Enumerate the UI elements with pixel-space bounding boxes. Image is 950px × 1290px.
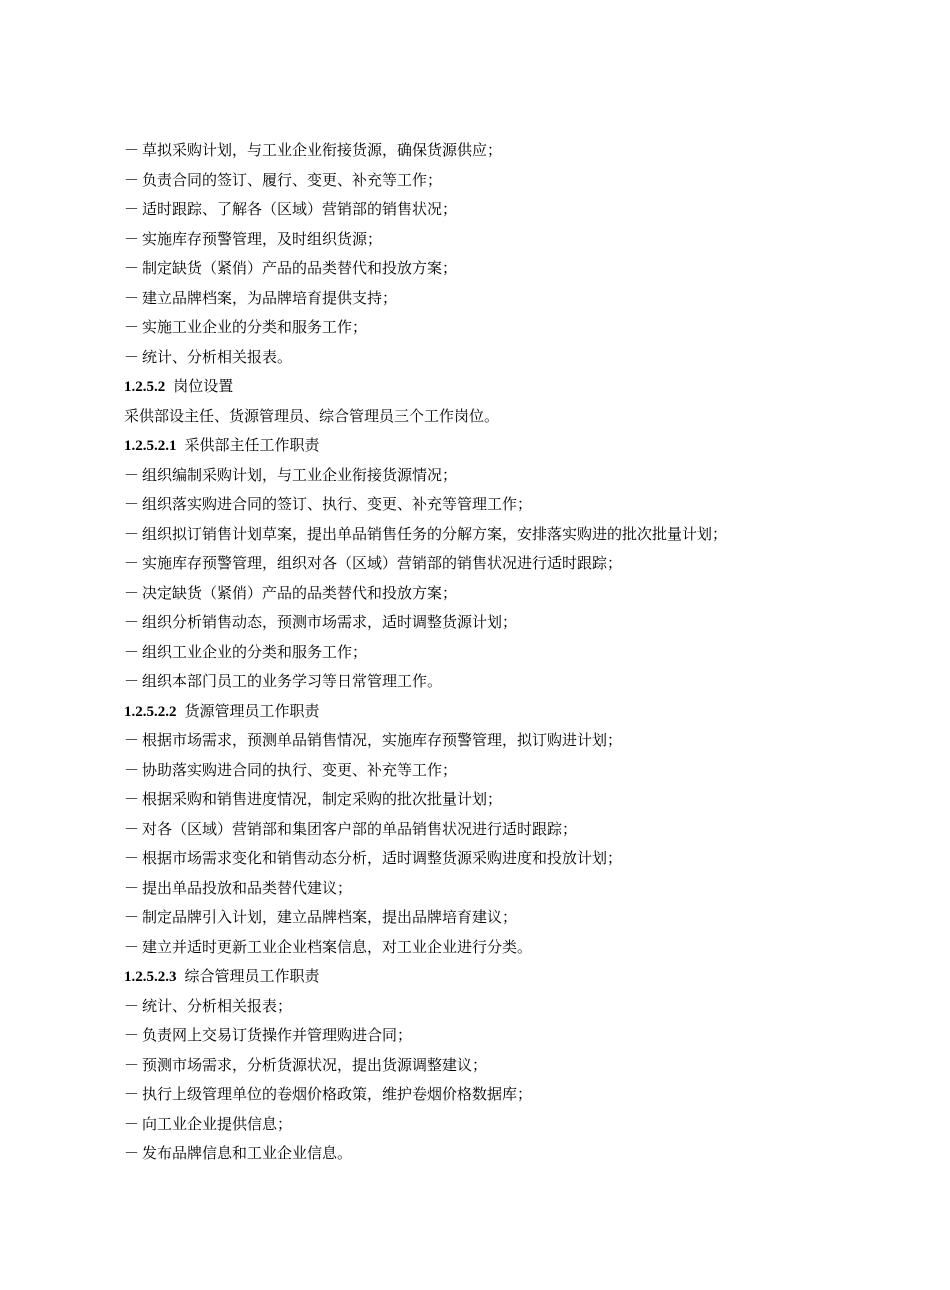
list-item: － 组织编制采购计划，与工业企业衔接货源情况； [124, 465, 458, 484]
list-item: － 制定品牌引入计划，建立品牌档案，提出品牌培育建议； [124, 908, 518, 926]
section-heading [124, 697, 824, 727]
dash-bullet: － [124, 908, 140, 926]
dash-bullet: － [124, 1055, 140, 1074]
list-item: － 实施库存预警管理，及时组织货源； [124, 229, 383, 248]
list-item: － 统计、分析相关报表。 [124, 347, 293, 366]
section-number: 1.2.5.2 [124, 379, 166, 395]
section-title: 综合管理员工作职责 [184, 967, 320, 985]
list-item: － 草拟采购计划，与工业企业衔接货源，确保货源供应； [124, 141, 503, 159]
list-item: － 执行上级管理单位的卷烟价格政策，维护卷烟价格数据库； [124, 1085, 533, 1103]
dash-bullet: － [124, 878, 140, 897]
section-title: 采供部主任工作职责 [184, 436, 320, 454]
list-item: － 组织工业企业的分类和服务工作； [124, 642, 368, 661]
section-title: 岗位设置 [173, 377, 234, 395]
duty-list [124, 136, 824, 372]
dash-bullet: － [124, 1114, 140, 1133]
list-item: － 发布品牌信息和工业企业信息。 [124, 1144, 353, 1162]
list-item: － 根据市场需求，预测单品销售情况，实施库存预警管理，拟订购进计划； [124, 731, 623, 749]
paragraph: 采供部设主任、货源管理员、综合管理员三个工作岗位。 [124, 406, 500, 425]
section-heading [124, 962, 824, 992]
dash-bullet: － [124, 347, 140, 366]
section-title: 货源管理员工作职责 [184, 701, 320, 720]
dash-bullet: － [124, 554, 140, 572]
list-item: － 实施库存预警管理，组织对各（区域）营销部的销售状况进行适时跟踪； [124, 554, 623, 572]
dash-bullet: － [124, 229, 140, 248]
section-number: 1.2.5.2.1 [124, 438, 177, 454]
dash-bullet: － [124, 613, 140, 631]
dash-bullet: － [124, 524, 140, 543]
list-item: － 组织拟订销售计划草案，提出单品销售任务的分解方案，安排落实购进的批次批量计划； [124, 524, 728, 543]
dash-bullet: － [124, 790, 140, 808]
section-number: 1.2.5.2.2 [124, 703, 177, 720]
list-item: － 提出单品投放和品类替代建议； [124, 878, 353, 897]
list-item: － 统计、分析相关报表； [124, 996, 293, 1015]
dash-bullet: － [124, 672, 140, 690]
duty-list [124, 726, 824, 962]
list-item: － 组织本部门员工的业务学习等日常管理工作。 [124, 672, 443, 690]
list-item: － 决定缺货（紧俏）产品的品类替代和投放方案； [124, 583, 458, 602]
list-item: － 建立并适时更新工业企业档案信息，对工业企业进行分类。 [124, 937, 533, 956]
dash-bullet: － [124, 288, 140, 307]
list-item: － 制定缺货（紧俏）产品的品类替代和投放方案； [124, 259, 458, 277]
dash-bullet: － [124, 1144, 140, 1162]
list-item: － 组织落实购进合同的签订、执行、变更、补充等管理工作； [124, 495, 533, 513]
list-item: － 组织分析销售动态，预测市场需求，适时调整货源计划； [124, 613, 518, 631]
dash-bullet: － [124, 849, 140, 867]
section-number: 1.2.5.2.3 [124, 969, 177, 985]
list-item: － 根据采购和销售进度情况，制定采购的批次批量计划； [124, 790, 503, 808]
dash-bullet: － [124, 259, 140, 277]
dash-bullet: － [124, 318, 140, 336]
dash-bullet: － [124, 170, 140, 189]
dash-bullet: － [124, 731, 140, 749]
dash-bullet: － [124, 937, 140, 956]
dash-bullet: － [124, 583, 140, 602]
list-item: － 向工业企业提供信息； [124, 1114, 293, 1133]
list-item: － 预测市场需求，分析货源状况，提出货源调整建议； [124, 1055, 488, 1074]
dash-bullet: － [124, 642, 140, 661]
section-heading [124, 372, 824, 402]
dash-bullet: － [124, 141, 140, 159]
list-item: － 实施工业企业的分类和服务工作； [124, 318, 368, 336]
list-item: － 根据市场需求变化和销售动态分析，适时调整货源采购进度和投放计划； [124, 849, 623, 867]
list-item: － 对各（区域）营销部和集团客户部的单品销售状况进行适时跟踪； [124, 819, 578, 838]
dash-bullet: － [124, 1026, 140, 1044]
dash-bullet: － [124, 996, 140, 1015]
dash-bullet: － [124, 465, 140, 484]
dash-bullet: － [124, 819, 140, 838]
list-item: － 负责合同的签订、履行、变更、补充等工作； [124, 170, 443, 189]
dash-bullet: － [124, 495, 140, 513]
duty-list [124, 461, 824, 697]
list-item: － 负责网上交易订货操作并管理购进合同； [124, 1026, 413, 1044]
dash-bullet: － [124, 760, 140, 779]
dash-bullet: － [124, 1085, 140, 1103]
list-item: － 适时跟踪、了解各（区域）营销部的销售状况； [124, 200, 458, 218]
duty-list [124, 992, 824, 1169]
list-item: － 协助落实购进合同的执行、变更、补充等工作； [124, 760, 458, 779]
section-heading [124, 431, 824, 461]
dash-bullet: － [124, 200, 140, 218]
list-item: － 建立品牌档案，为品牌培育提供支持； [124, 288, 398, 307]
document-page [124, 136, 824, 1169]
